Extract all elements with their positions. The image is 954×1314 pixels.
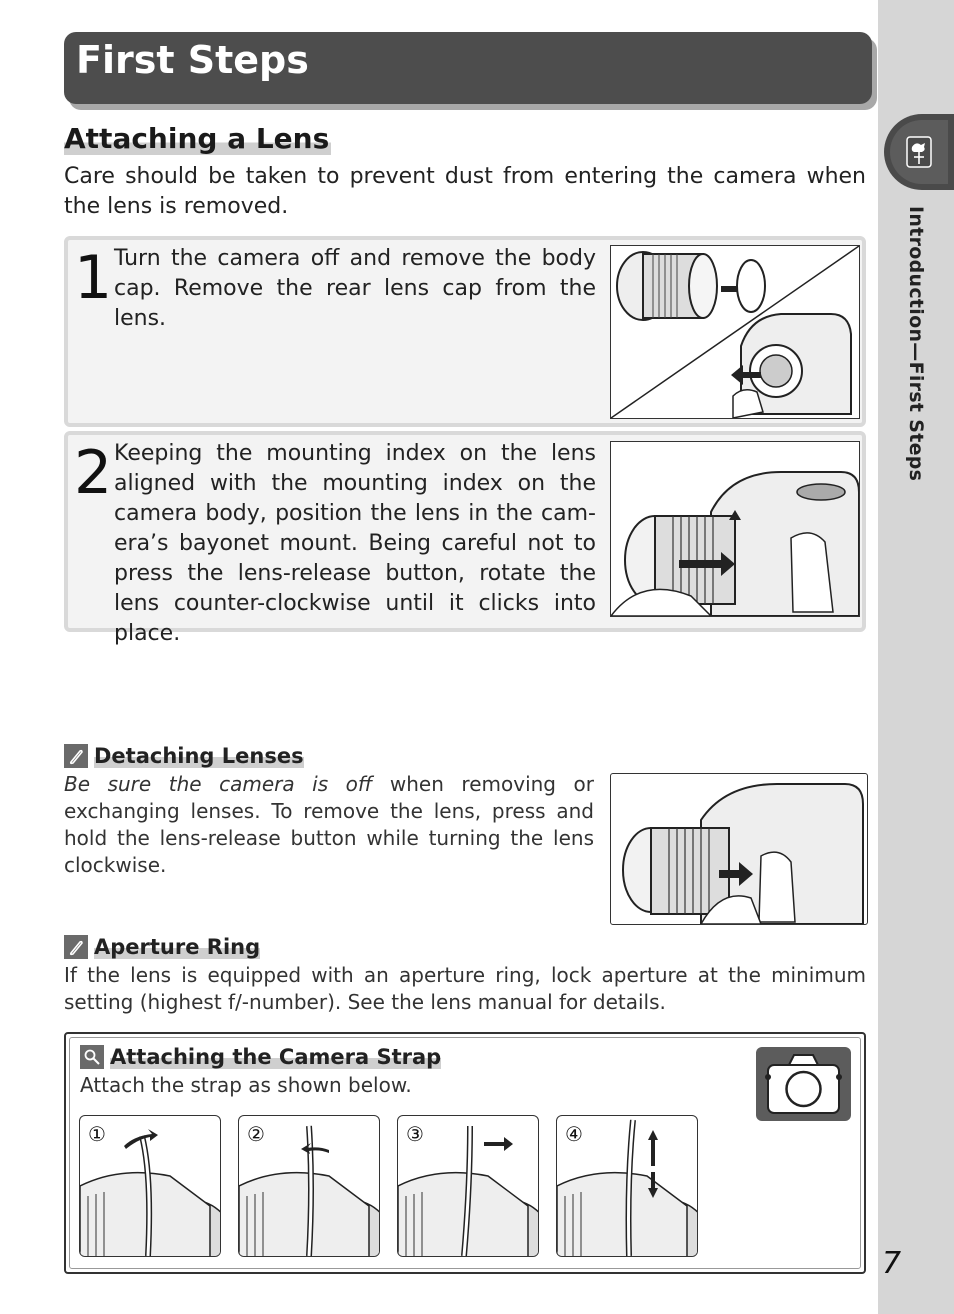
title-banner bbox=[64, 32, 872, 104]
strap-step-number: ② bbox=[247, 1122, 265, 1146]
note-aperture-heading bbox=[64, 935, 260, 959]
section-intro: Care should be taken to prevent dust from entering the camera when the lens is removed. bbox=[64, 164, 866, 219]
detaching-illustration bbox=[610, 773, 868, 925]
section-tab bbox=[884, 114, 954, 190]
strap-step-number: ④ bbox=[565, 1122, 583, 1146]
rooster-weathervane-icon bbox=[904, 135, 934, 169]
step-text: Turn the camera off and remove the body cap. Remove the rear lens cap from the lens. bbox=[114, 246, 596, 331]
strap-step-number: ① bbox=[88, 1122, 106, 1146]
step-number: 2 bbox=[74, 438, 113, 508]
strap-step-2-image bbox=[238, 1115, 380, 1257]
step-1-illustration bbox=[610, 245, 860, 419]
note-body: when removing or exchanging lenses. To remove the lens, press and hold the lens-release button while turning the lens clockwise. bbox=[64, 772, 595, 877]
pencil-note-icon bbox=[64, 935, 88, 959]
section-title: Attaching a Lens bbox=[64, 122, 330, 155]
note-title: Aperture Ring bbox=[94, 935, 261, 959]
sidebar bbox=[878, 0, 954, 1314]
strap-step-4-image bbox=[556, 1115, 698, 1257]
step-number: 1 bbox=[74, 243, 113, 313]
page-title: First Steps bbox=[76, 38, 309, 82]
step-2-illustration bbox=[610, 441, 860, 617]
note-detaching-text bbox=[64, 771, 594, 879]
pencil-note-icon bbox=[64, 744, 88, 768]
camera-icon-box bbox=[756, 1047, 851, 1121]
sidebar-label: Introduction—First Steps bbox=[905, 206, 927, 482]
note-strap-text: Attach the strap as shown below. bbox=[80, 1073, 412, 1097]
strap-step-1-image bbox=[79, 1115, 221, 1257]
note-aperture-text: If the lens is equipped with an aperture ring, lock aperture at the minimum setting (highest f/-number). See the lens manual for details. bbox=[64, 963, 866, 1014]
camera-icon bbox=[756, 1047, 851, 1121]
note-strap-heading bbox=[80, 1045, 441, 1069]
step-text: Keeping the mounting index on the lens aligned with the mounting index on the camera body, position the lens in the camera’s bayonet mount. Being careful not to press the lens-release button, rotate the lens counter-clockwise until it clicks into place. bbox=[114, 441, 596, 646]
strap-step-number: ③ bbox=[406, 1122, 424, 1146]
note-emphasis: Be sure the camera is off bbox=[64, 772, 373, 796]
note-title: Detaching Lenses bbox=[94, 744, 304, 768]
magnifier-note-icon bbox=[80, 1045, 104, 1069]
strap-step-3-image bbox=[397, 1115, 539, 1257]
page-number: 7 bbox=[882, 1246, 902, 1281]
note-detaching-heading bbox=[64, 744, 304, 768]
note-title: Attaching the Camera Strap bbox=[110, 1045, 442, 1069]
